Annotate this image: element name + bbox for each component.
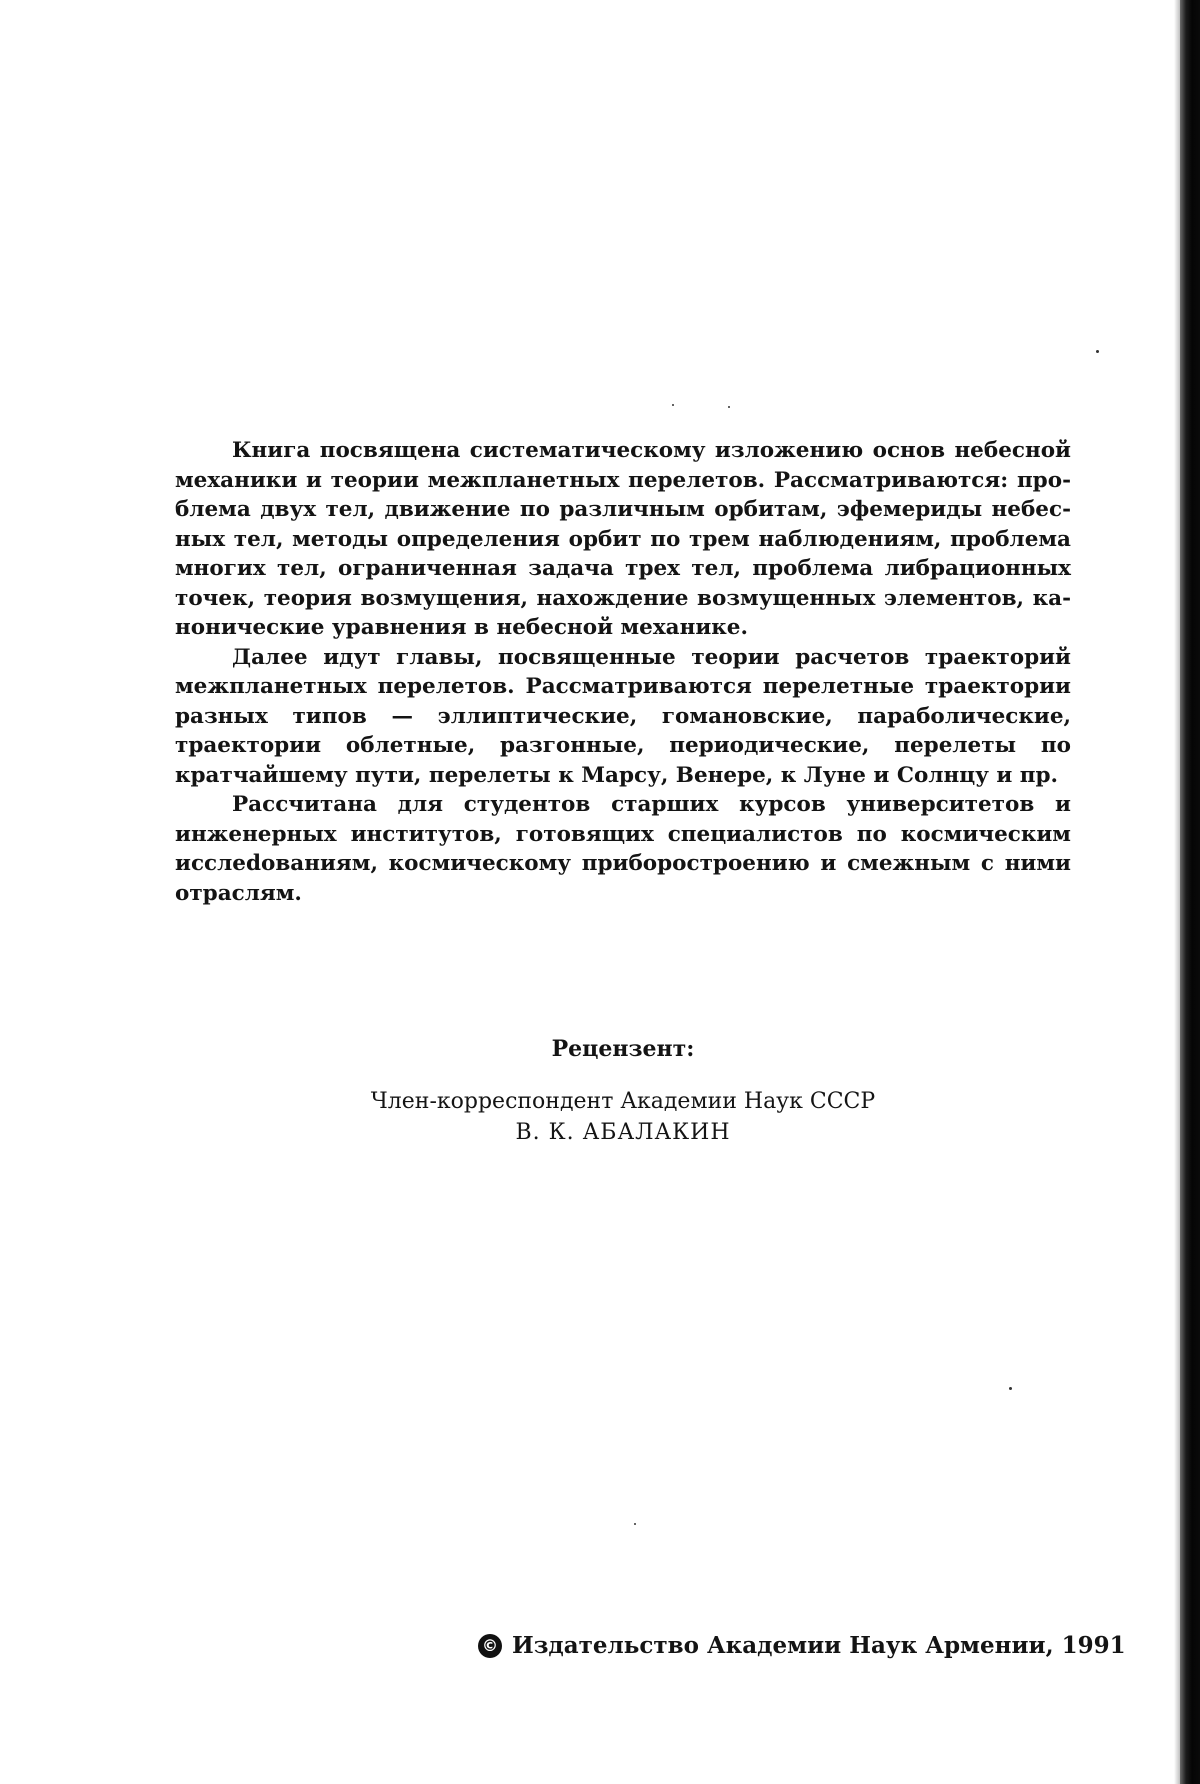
copyright-text: Издательство Академии Наук Армении, 1991 xyxy=(512,1632,1126,1659)
scan-speck xyxy=(672,404,674,406)
reviewer-name: В. К. АБАЛАКИН xyxy=(515,1120,731,1145)
scan-speck xyxy=(634,1523,636,1525)
abstract-paragraph-1: Книга посвящена систематическому изложению основ небесной механики и теории межпланетных перелетов. Рассматриваются: проблема двух тел, движение по различным орбитам, эфемериды небесных тел, методы определения орбит по трем наблюдениям, проблема многих тел, ограниченная задача трех тел, проблема либрационных точек, теория возмущения, нахождение возмущенных элементов, канонические уравнения в небесной механике. xyxy=(175,438,1071,640)
scan-speck xyxy=(1009,1387,1012,1390)
scan-speck xyxy=(728,406,730,408)
scan-edge xyxy=(1180,0,1200,1784)
reviewer-title: Член-корреспондент Академии Наук СССР xyxy=(370,1089,876,1114)
copyright-icon: © xyxy=(478,1634,502,1658)
book-abstract xyxy=(175,436,1071,908)
abstract-paragraph-2: Далее идут главы, посвященные теории расчетов траекторий межпланетных перелетов. Рассматриваются перелетные траектории разных типов — эллиптические, гомановские, параболические, траектории облетные, разгонные, периодические, перелеты по кратчайшему пути, перелеты к Марсу, Венере, к Луне и Солнцу и пр. xyxy=(175,644,1071,788)
abstract-paragraph-3: Рассчитана для студентов старших курсов университетов и инженерных институтов, готовящих специалистов по космическим исслеdованиям, космическому приборостроению и смежным с ними отраслям. xyxy=(175,792,1071,906)
reviewer-label: Рецензент: xyxy=(551,1036,695,1062)
copyright-line xyxy=(478,1632,1126,1659)
scan-speck xyxy=(1096,350,1099,353)
